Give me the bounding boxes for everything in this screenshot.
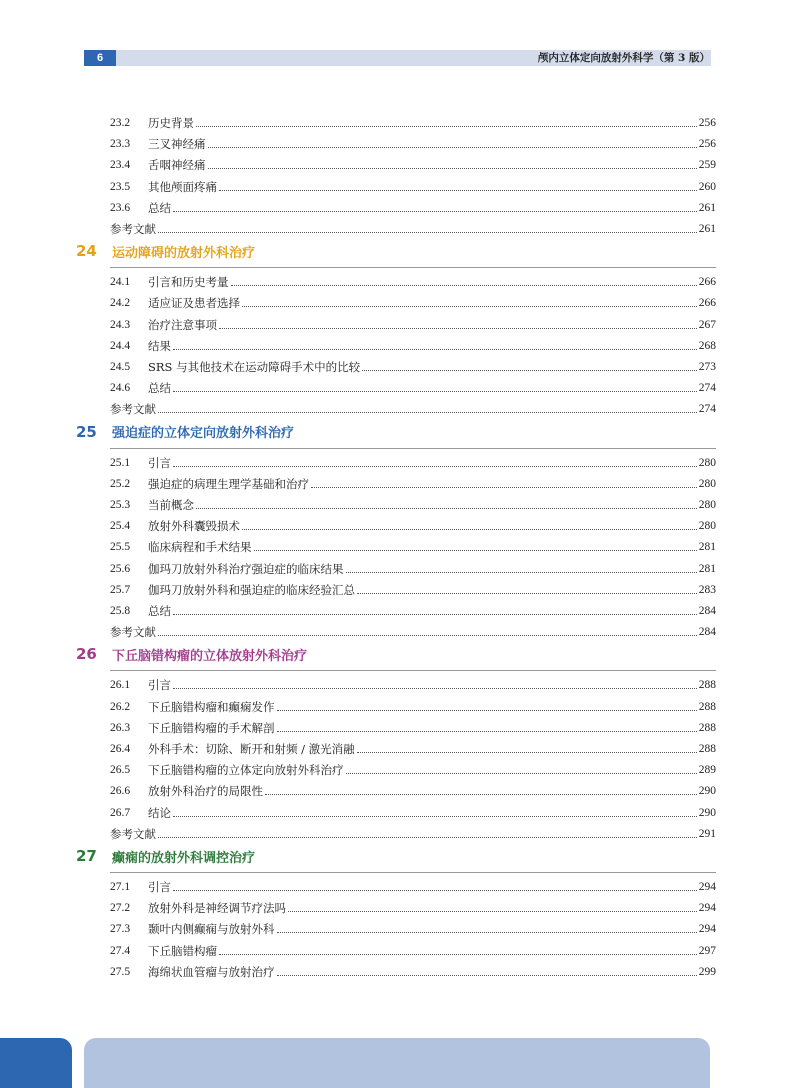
toc-entry[interactable] xyxy=(110,335,716,353)
entry-page: 294 xyxy=(698,902,716,915)
entry-number: 23.4 xyxy=(110,159,131,172)
toc-references[interactable] xyxy=(110,398,716,416)
leader-dots xyxy=(362,370,697,371)
entry-page: 281 xyxy=(698,562,716,575)
leader-dots xyxy=(346,773,697,774)
entry-title: 引言和历史考量 xyxy=(148,275,229,290)
entry-number: 23.5 xyxy=(110,180,131,193)
entry-page: 288 xyxy=(698,700,716,713)
entry-page: 256 xyxy=(698,138,716,151)
toc-entry[interactable] xyxy=(110,579,716,597)
entry-number: 26.3 xyxy=(110,721,131,734)
toc-entry[interactable] xyxy=(110,133,716,151)
toc-entry[interactable] xyxy=(110,674,716,692)
entry-title: 总结 xyxy=(148,604,171,618)
entry-number: 26.2 xyxy=(110,700,131,713)
entry-page: 288 xyxy=(698,679,716,692)
entry-page: 294 xyxy=(698,881,716,893)
entry-number: 24.3 xyxy=(110,318,131,331)
entry-number: 27.4 xyxy=(110,944,131,957)
chapter-heading[interactable] xyxy=(76,644,716,664)
toc-entry[interactable] xyxy=(110,802,716,820)
leader-dots xyxy=(173,816,697,817)
chapter-number: 26 xyxy=(76,645,97,664)
entry-title: 颞叶内侧癫痫与放射外科 xyxy=(148,922,275,937)
entry-number: 24.2 xyxy=(110,297,131,310)
toc-entry[interactable] xyxy=(110,197,716,215)
chapter-title: 运动障碍的放射外科治疗 xyxy=(112,245,256,261)
entry-page: 280 xyxy=(698,520,716,533)
entry-title: 三叉神经痛 xyxy=(148,137,206,152)
leader-dots xyxy=(173,211,697,212)
toc-references[interactable] xyxy=(110,218,716,236)
entry-number: 26.6 xyxy=(110,785,131,798)
entry-page: 297 xyxy=(698,944,716,957)
toc-references[interactable] xyxy=(110,621,716,639)
entry-number: 24.1 xyxy=(110,276,131,289)
toc-entry[interactable] xyxy=(110,738,716,756)
entry-page: 266 xyxy=(698,297,716,310)
chapter-rule xyxy=(110,448,716,449)
entry-number: 25.5 xyxy=(110,541,131,554)
toc-entry[interactable] xyxy=(110,961,716,979)
leader-dots xyxy=(357,593,697,594)
leader-dots xyxy=(219,328,697,329)
entry-number: 24.5 xyxy=(110,361,131,373)
entry-number: 27.3 xyxy=(110,923,131,936)
entry-page: 280 xyxy=(698,499,716,511)
chapter-number: 24 xyxy=(76,242,97,261)
entry-page: 260 xyxy=(698,180,716,193)
entry-number: 25.7 xyxy=(110,583,131,596)
toc-entry[interactable] xyxy=(110,876,716,894)
entry-title: 引言 xyxy=(148,455,171,470)
entry-title: 舌咽神经痛 xyxy=(148,158,206,173)
leader-dots xyxy=(158,837,697,838)
toc-entry[interactable] xyxy=(110,356,716,374)
toc-entry[interactable] xyxy=(110,452,716,470)
entry-page: 289 xyxy=(698,764,716,777)
entry-number: 26.1 xyxy=(110,679,131,692)
entry-number: 25.8 xyxy=(110,605,131,617)
toc-entry[interactable] xyxy=(110,292,716,310)
toc-entry[interactable] xyxy=(110,271,716,289)
leader-dots xyxy=(158,412,697,413)
entry-title: 引言 xyxy=(148,678,171,693)
entry-title: 伽玛刀放射外科和强迫症的临床经验汇总 xyxy=(148,582,355,597)
leader-dots xyxy=(158,635,697,636)
entry-title: 下丘脑错构瘤 xyxy=(148,943,217,958)
leader-dots xyxy=(173,391,697,392)
footer-tab xyxy=(0,1038,72,1088)
entry-title: 下丘脑错构瘤的手术解剖 xyxy=(148,720,275,735)
leader-dots xyxy=(158,232,697,233)
leader-dots xyxy=(311,487,697,488)
leader-dots xyxy=(357,752,697,753)
entry-number: 26.5 xyxy=(110,764,131,777)
leader-dots xyxy=(196,126,697,127)
toc-entry[interactable] xyxy=(110,314,716,332)
toc-entry[interactable] xyxy=(110,600,716,618)
entry-page: 290 xyxy=(698,806,716,819)
leader-dots xyxy=(277,932,697,933)
entry-page: 280 xyxy=(698,477,716,490)
entry-page: 290 xyxy=(698,785,716,798)
chapter-rule xyxy=(110,872,716,873)
entry-number: 24.4 xyxy=(110,339,131,352)
entry-page: 284 xyxy=(698,626,716,639)
book-title: 颅内立体定向放射外科学（第 3 版） xyxy=(537,52,710,64)
toc-entry[interactable] xyxy=(110,897,716,915)
leader-dots xyxy=(288,911,697,912)
entry-page: 274 xyxy=(698,403,716,416)
entry-number: 24.6 xyxy=(110,382,131,395)
chapter-rule xyxy=(110,670,716,671)
toc-entry[interactable] xyxy=(110,780,716,798)
leader-dots xyxy=(219,190,697,191)
toc-references[interactable] xyxy=(110,823,716,841)
entry-number: 23.6 xyxy=(110,201,131,214)
toc-entry[interactable] xyxy=(110,759,716,777)
toc-entry[interactable] xyxy=(110,515,716,533)
entry-number: 23.3 xyxy=(110,138,131,151)
entry-page: 299 xyxy=(698,965,716,978)
leader-dots xyxy=(242,529,697,530)
entry-title: 总结 xyxy=(148,200,171,215)
toc-entry[interactable] xyxy=(110,154,716,172)
entry-number: 25.4 xyxy=(110,520,131,533)
toc-entry[interactable] xyxy=(110,536,716,554)
entry-number: 27.1 xyxy=(110,881,131,893)
toc-entry[interactable] xyxy=(110,112,716,130)
entry-title: 引言 xyxy=(148,880,171,894)
entry-page: 291 xyxy=(698,827,716,840)
chapter-heading[interactable] xyxy=(76,422,716,442)
entry-title: 当前概念 xyxy=(148,498,194,512)
entry-page: 284 xyxy=(698,605,716,617)
entry-number: 25.2 xyxy=(110,477,131,490)
entry-number: 27.5 xyxy=(110,965,131,978)
chapter-title: 下丘脑错构瘤的立体放射外科治疗 xyxy=(112,648,308,664)
toc-entry[interactable] xyxy=(110,377,716,395)
chapter-number: 25 xyxy=(76,422,97,441)
entry-page: 288 xyxy=(698,743,716,755)
entry-title: 结果 xyxy=(148,338,171,353)
entry-number: 25.6 xyxy=(110,562,131,575)
entry-title: 放射外科是神经调节疗法吗 xyxy=(148,901,286,916)
toc-entry[interactable] xyxy=(110,473,716,491)
leader-dots xyxy=(173,349,697,350)
entry-page: 273 xyxy=(698,361,716,373)
entry-page: 283 xyxy=(698,583,716,596)
leader-dots xyxy=(173,890,697,891)
leader-dots xyxy=(346,572,697,573)
entry-title: 放射外科治疗的局限性 xyxy=(148,784,263,799)
entry-number: 26.4 xyxy=(110,743,131,755)
leader-dots xyxy=(173,466,697,467)
entry-title: 参考文献 xyxy=(110,222,156,236)
leader-dots xyxy=(173,688,697,689)
entry-title: 适应证及患者选择 xyxy=(148,296,240,311)
toc-entry[interactable] xyxy=(110,717,716,735)
toc-entry[interactable] xyxy=(110,940,716,958)
leader-dots xyxy=(265,794,697,795)
entry-page: 259 xyxy=(698,159,716,172)
entry-title: 参考文献 xyxy=(110,826,156,841)
chapter-rule xyxy=(110,267,716,268)
entry-title: 总结 xyxy=(148,381,171,396)
leader-dots xyxy=(208,168,697,169)
entry-title: SRS 与其他技术在运动障碍手术中的比较 xyxy=(148,360,361,374)
entry-page: 261 xyxy=(698,201,716,214)
entry-title: 参考文献 xyxy=(110,625,156,640)
chapter-number: 27 xyxy=(76,847,97,865)
entry-page: 261 xyxy=(698,223,716,235)
page-number: 6 xyxy=(84,50,116,66)
entry-number: 25.3 xyxy=(110,499,131,511)
leader-dots xyxy=(277,731,697,732)
entry-title: 海绵状血管瘤与放射治疗 xyxy=(148,964,275,979)
entry-title: 下丘脑错构瘤和癫痫发作 xyxy=(148,699,275,714)
entry-title: 其他颅面疼痛 xyxy=(148,179,217,194)
leader-dots xyxy=(173,614,697,615)
chapter-title: 癫痫的放射外科调控治疗 xyxy=(112,850,256,866)
toc-entry[interactable] xyxy=(110,918,716,936)
entry-page: 280 xyxy=(698,456,716,469)
chapter-heading[interactable] xyxy=(76,846,716,866)
entry-page: 268 xyxy=(698,339,716,352)
entry-number: 26.7 xyxy=(110,806,131,819)
toc-entry[interactable] xyxy=(110,558,716,576)
entry-page: 281 xyxy=(698,541,716,554)
entry-title: 临床病程和手术结果 xyxy=(148,540,252,555)
footer-band xyxy=(84,1038,710,1088)
leader-dots xyxy=(277,710,697,711)
entry-title: 治疗注意事项 xyxy=(148,317,217,332)
entry-title: 下丘脑错构瘤的立体定向放射外科治疗 xyxy=(148,763,344,778)
entry-title: 参考文献 xyxy=(110,402,156,417)
leader-dots xyxy=(208,147,697,148)
leader-dots xyxy=(277,975,697,976)
entry-title: 强迫症的病理生理学基础和治疗 xyxy=(148,476,309,491)
leader-dots xyxy=(196,508,697,509)
entry-number: 23.2 xyxy=(110,117,131,129)
chapter-title: 强迫症的立体定向放射外科治疗 xyxy=(112,426,295,442)
entry-number: 25.1 xyxy=(110,456,131,469)
entry-page: 267 xyxy=(698,318,716,331)
toc-entry[interactable] xyxy=(110,696,716,714)
entry-page: 256 xyxy=(698,117,716,129)
entry-page: 288 xyxy=(698,721,716,734)
leader-dots xyxy=(242,306,697,307)
leader-dots xyxy=(254,550,697,551)
toc-entry[interactable] xyxy=(110,494,716,512)
entry-title: 结论 xyxy=(148,805,171,820)
entry-title: 外科手术：切除、断开和射频 / 激光消融 xyxy=(148,742,355,756)
entry-number: 27.2 xyxy=(110,902,131,915)
entry-title: 历史背景 xyxy=(148,116,194,130)
toc-entry[interactable] xyxy=(110,176,716,194)
chapter-heading[interactable] xyxy=(76,241,716,261)
entry-title: 伽玛刀放射外科治疗强迫症的临床结果 xyxy=(148,561,344,576)
entry-page: 266 xyxy=(698,276,716,289)
leader-dots xyxy=(219,954,697,955)
entry-page: 294 xyxy=(698,923,716,936)
leader-dots xyxy=(231,285,697,286)
entry-title: 放射外科囊毁损术 xyxy=(148,519,240,534)
entry-page: 274 xyxy=(698,382,716,395)
